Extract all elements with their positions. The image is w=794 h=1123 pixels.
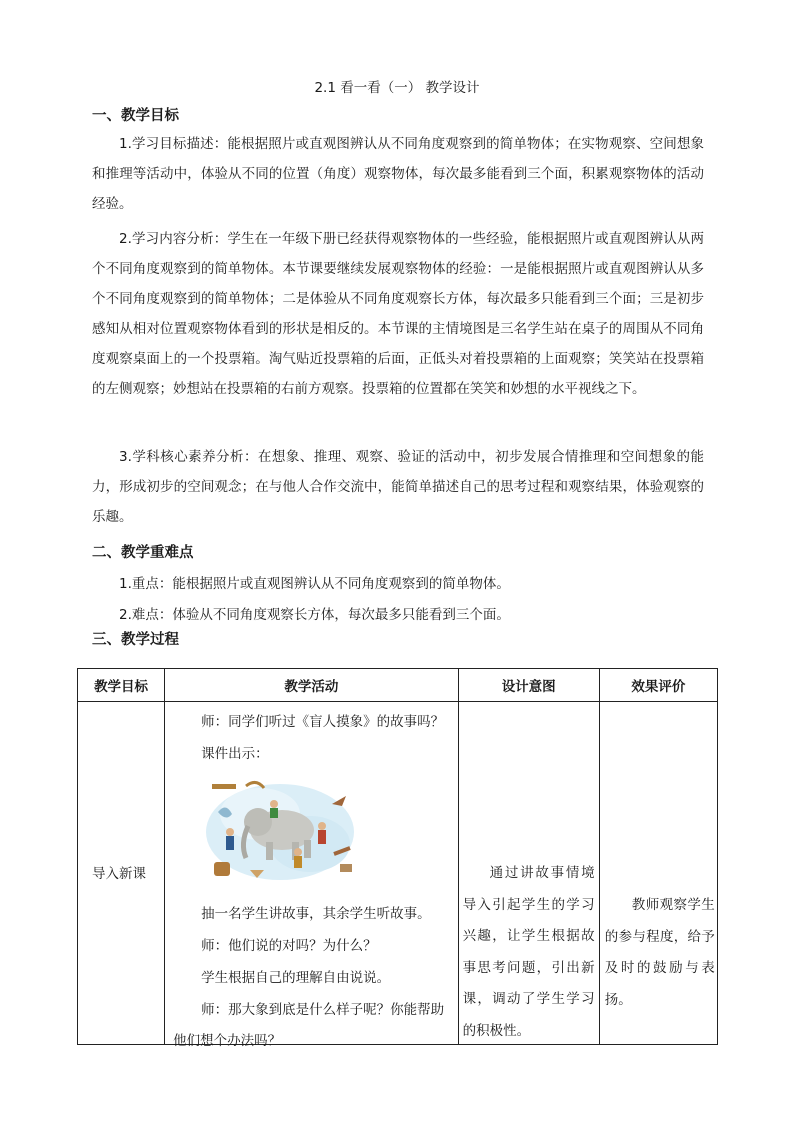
table-row (78, 702, 718, 1045)
section-heading-process: 三、教学过程 (92, 632, 179, 648)
goal-paragraph-1: 1.学习目标描述：能根据照片或直观图辨认从不同角度观察到的简单物体；在实物观察、空间想象和推理等活动中，体验从不同的位置（角度）观察物体，每次最多能看到三个面，积累观察物体的活动经验。 (92, 136, 704, 212)
activity-line: 学生根据自己的理解自由说说。 (201, 970, 391, 986)
process-table (77, 668, 718, 1049)
goal-cell (78, 702, 165, 1045)
evaluation-cell (599, 702, 717, 1045)
activity-line: 师：那大象到底是什么样子呢？你能帮助 (201, 1002, 445, 1018)
section-heading-goals: 一、教学目标 (92, 108, 179, 124)
table-header-row (78, 669, 718, 702)
activity-line: 抽一名学生讲故事，其余学生听故事。 (201, 906, 431, 922)
intent-cell (458, 702, 599, 1045)
document-title: 2.1 看一看（一） 教学设计 (314, 80, 480, 96)
intent-text: 通过讲故事情境导入引起学生的学习兴趣，让学生根据故事思考问题，引出新课，调动了学生学习的积极性。 (462, 865, 595, 1039)
difficulty-line: 2.难点：体验从不同角度观察长方体，每次最多只能看到三个面。 (119, 607, 510, 623)
blind-men-elephant-illustration (200, 774, 360, 884)
header-evaluation: 效果评价 (599, 669, 717, 702)
header-activity: 教学活动 (165, 669, 458, 702)
activity-line: 师：同学们听过《盲人摸象》的故事吗？ (201, 714, 445, 730)
goal-text: 导入新课 (92, 866, 146, 882)
header-goal: 教学目标 (78, 669, 165, 702)
header-intent: 设计意图 (458, 669, 599, 702)
key-point-line: 1.重点：能根据照片或直观图辨认从不同角度观察到的简单物体。 (119, 576, 510, 592)
evaluation-text: 教师观察学生的参与程度，给予及时的鼓励与表扬。 (604, 897, 715, 1008)
goal-paragraph-3: 3.学科核心素养分析：在想象、推理、观察、验证的活动中，初步发展合情推理和空间想象的能力，形成初步的空间观念；在与他人合作交流中，能简单描述自己的思考过程和观察结果，体验观察的乐趣。 (92, 449, 704, 525)
goal-paragraph-2: 2.学习内容分析：学生在一年级下册已经获得观察物体的一些经验，能根据照片或直观图辨认从两个不同角度观察到的简单物体。本节课要继续发展观察物体的经验：一是能根据照片或直观图辨认从多个不同角度观察到的简单物体；二是体验从不同角度观察长方体，每次最多只能看到三个面；三是初步感知从相对位置观察物体看到的形状是相反的。本节课的主情境图是三名学生站在桌子的周围从不同角度观察桌面上的一个投票箱。淘气贴近投票箱的后面，正低头对着投票箱的上面观察；笑笑站在投票箱的左侧观察；妙想站在投票箱的右前方观察。投票箱的位置都在笑笑和妙想的水平视线之下。 (92, 231, 704, 397)
activity-line: 师：他们说的对吗？为什么？ (201, 938, 377, 954)
section-heading-key-points: 二、教学重难点 (92, 545, 194, 561)
activity-line: 他们想个办法吗？ (173, 1033, 282, 1049)
activity-line: 课件出示： (201, 746, 269, 762)
activity-cell (165, 702, 458, 1049)
